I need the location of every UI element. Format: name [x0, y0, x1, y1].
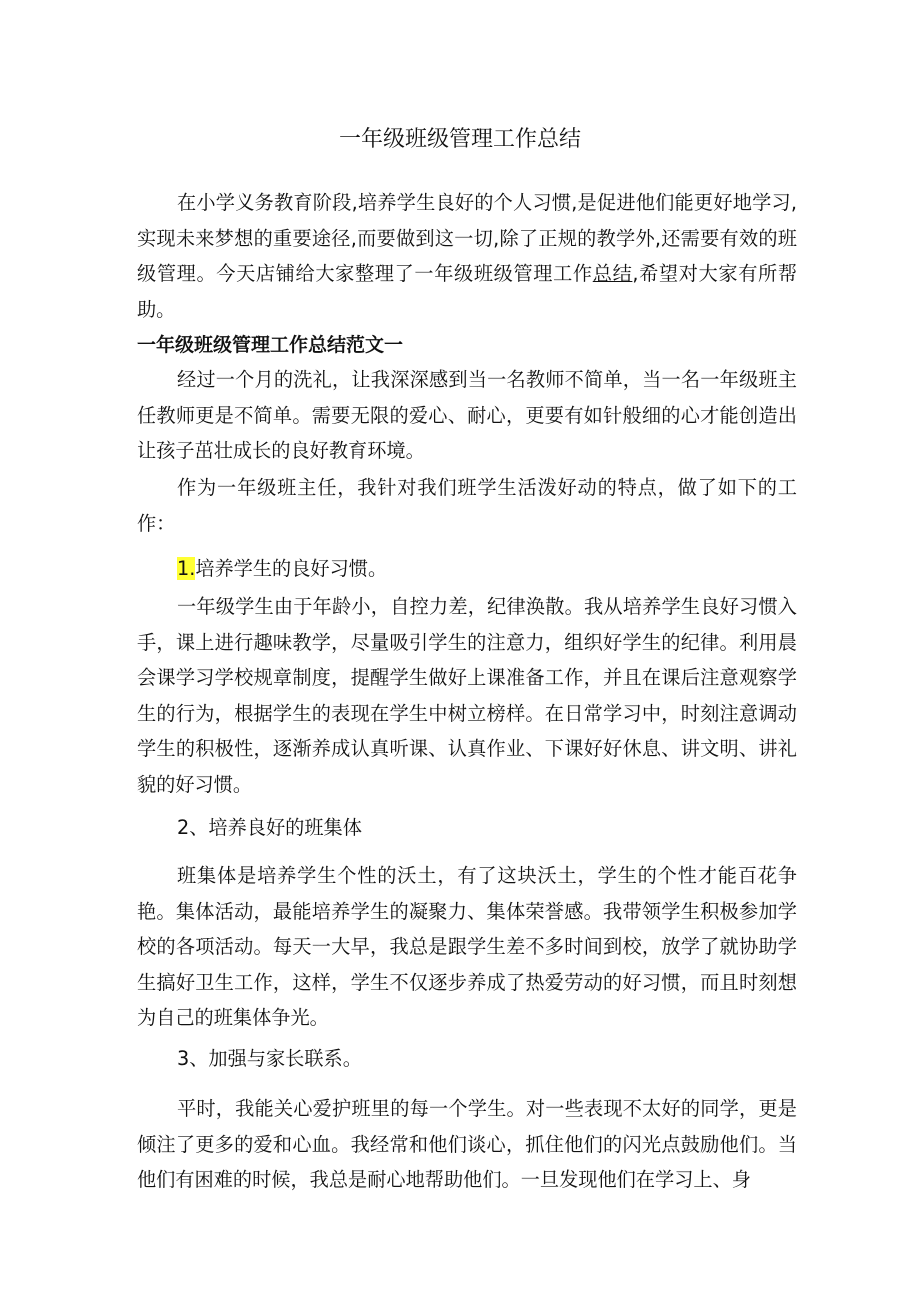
intro-text-after-link: ,希望对大家有所帮助。 [137, 262, 798, 321]
intro-text-before-link: 在小学义务教育阶段,培养学生良好的个人习惯,是促进他们能更好地学习,实现未来梦想的重要途径,而要做到这一切,除了正规的教学外,还需要有效的班级管理。今天店铺给大家整理了一年级班级管理工作 [137, 191, 797, 285]
document-title: 一年级班级管理工作总结 [338, 127, 581, 152]
paragraph-4: 班集体是培养学生个性的沃土，有了这块沃土，学生的个性才能百花争艳。集体活动，最能培养学生的凝聚力、集体荣誉感。我带领学生积极参加学校的各项活动。每天一大早，我总是跟学生差不多时间到校，放学了就协助学生搞好卫生工作，这样，学生不仅逐步养成了热爱劳动的好习惯，而且时刻想为自己的班集体争光。 [137, 864, 797, 1029]
list-item-1-number: 1. [177, 557, 196, 580]
paragraph-5: 平时，我能关心爱护班里的每一个学生。对一些表现不太好的同学，更是倾注了更多的爱和心血。我经常和他们谈心，抓住他们的闪光点鼓励他们。当他们有困难的时候，我总是耐心地帮助他们。一旦发现他们在学习上、身 [137, 1097, 797, 1191]
list-item-3-heading: 3、加强与家长联系。 [177, 1047, 362, 1070]
paragraph-3: 一年级学生由于年龄小，自控力差，纪律涣散。我从培养学生良好习惯入手，课上进行趣味教学，尽量吸引学生的注意力，组织好学生的纪律。利用晨会课学习学校规章制度，提醒学生做好上课准备工作，并且在课后注意观察学生的行为，根据学生的表现在学生中树立榜样。在日常学习中，时刻注意调动学生的积极性，逐渐养成认真听课、认真作业、下课好好休息、讲文明、讲礼貌的好习惯。 [137, 595, 797, 796]
section-heading: 一年级班级管理工作总结范文一 [137, 334, 404, 356]
paragraph-2: 作为一年级班主任，我针对我们班学生活泼好动的特点，做了如下的工作： [137, 476, 797, 535]
paragraph-1: 经过一个月的洗礼，让我深深感到当一名教师不简单，当一名一年级班主任教师更是不简单。需要无限的爱心、耐心，更要有如针般细的心才能创造出让孩子茁壮成长的良好教育环境。 [137, 368, 797, 462]
summary-link[interactable]: 总结 [592, 262, 633, 285]
intro-paragraph [137, 185, 797, 327]
list-item-1-heading [177, 551, 797, 587]
list-item-2-heading: 2、培养良好的班集体 [177, 816, 362, 839]
list-item-1-title: 培养学生的良好习惯。 [195, 557, 388, 580]
